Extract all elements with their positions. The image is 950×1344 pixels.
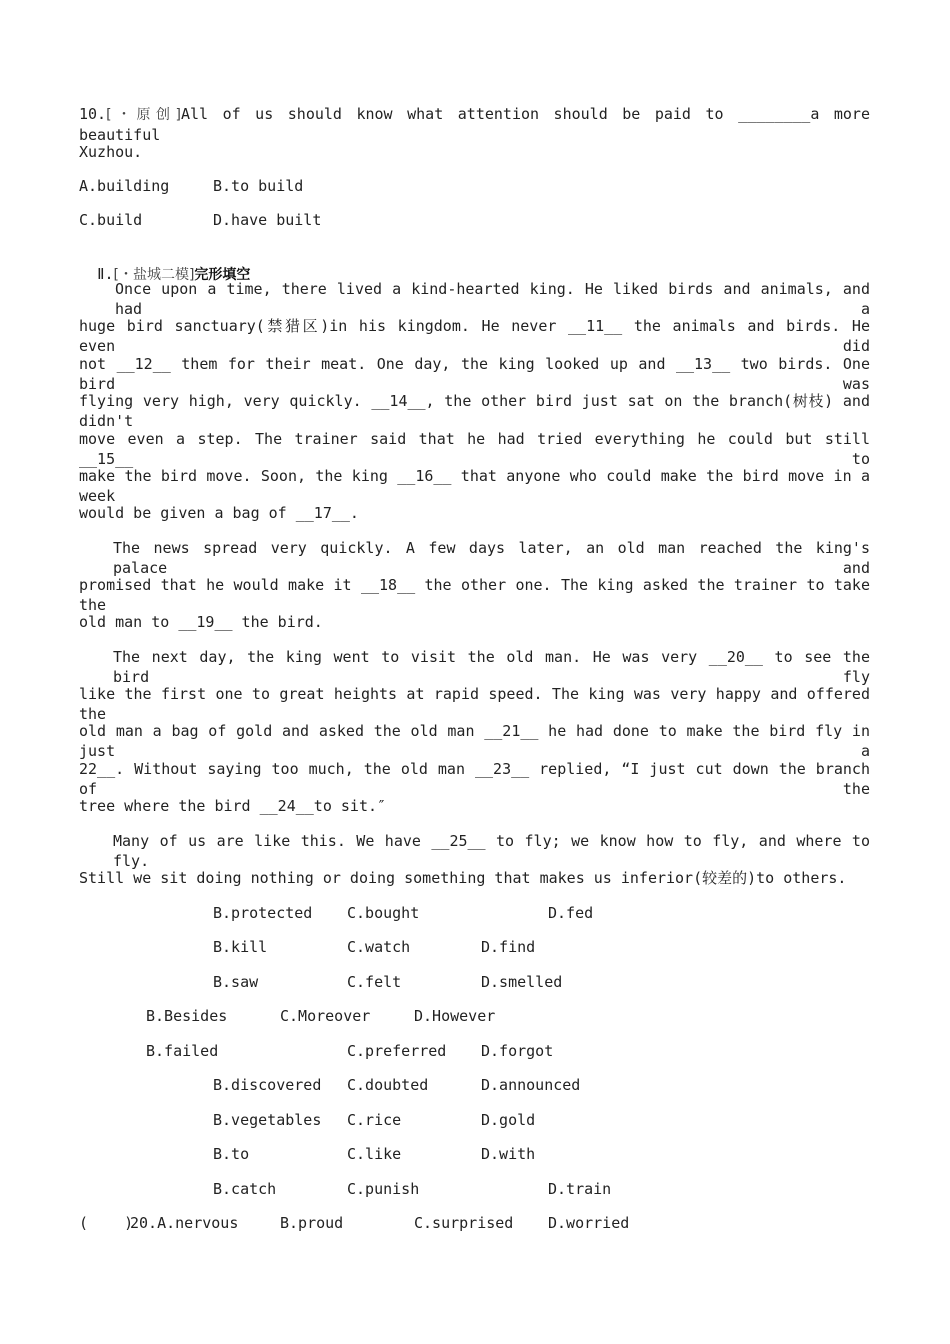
option-row-1-b: B.protected bbox=[213, 904, 313, 922]
section-title: 完形填空 bbox=[194, 267, 251, 283]
option-row-4-c: C.Moreover bbox=[280, 1007, 371, 1025]
q20-option-c: C.surprised bbox=[414, 1214, 514, 1232]
q10-option-a: A.building bbox=[79, 177, 170, 195]
option-row-7-d: D.gold bbox=[481, 1111, 536, 1129]
passage-line: would be given a bag of __17__. bbox=[79, 504, 359, 522]
option-row-9-d: D.train bbox=[548, 1180, 612, 1198]
option-row-8-b: B.to bbox=[213, 1145, 250, 1163]
q10-option-c: C.build bbox=[79, 211, 143, 229]
option-row-8-c: C.like bbox=[347, 1145, 402, 1163]
q20-answer-paren: ( ) bbox=[79, 1214, 134, 1232]
passage-line: like the first one to great heights at rapid speed. The king was very happy and offered the bbox=[79, 685, 870, 723]
option-row-6-d: D.announced bbox=[481, 1076, 581, 1094]
option-row-6-b: B.discovered bbox=[213, 1076, 322, 1094]
passage-line: old man a bag of gold and asked the old man __21__ he had done to make the bird fly in just a bbox=[79, 722, 870, 760]
option-row-4-d: D.However bbox=[414, 1007, 496, 1025]
option-row-7-c: C.rice bbox=[347, 1111, 402, 1129]
passage-line: old man to __19__ the bird. bbox=[79, 613, 323, 631]
q20-option-a: 20.A.nervous bbox=[130, 1214, 239, 1232]
passage-line: move even a step. The trainer said that he had tried everything he could but still __15__ to bbox=[79, 430, 870, 468]
passage-line: The news spread very quickly. A few days later, an old man reached the king's palace and bbox=[113, 539, 870, 577]
option-row-2-d: D.find bbox=[481, 938, 536, 956]
passage-line: not __12__ them for their meat. One day, the king looked up and __13__ two birds. One bird was bbox=[79, 355, 870, 393]
option-row-8-d: D.with bbox=[481, 1145, 536, 1163]
option-row-2-b: B.kill bbox=[213, 938, 268, 956]
option-row-3-d: D.smelled bbox=[481, 973, 563, 991]
q20-option-b: B.proud bbox=[280, 1214, 344, 1232]
passage-line: Many of us are like this. We have __25__ to fly; we know how to fly, and where to fly. bbox=[113, 832, 870, 870]
passage-line: Once upon a time, there lived a kind-hearted king. He liked birds and animals, and had a bbox=[115, 280, 870, 318]
passage-line: Still we sit doing nothing or doing something that makes us inferior(较差的)to others. bbox=[79, 869, 847, 887]
passage-line: make the bird move. Soon, the king __16__ that anyone who could make the bird move in a week bbox=[79, 467, 870, 505]
passage-line: flying very high, very quickly. __14__, the other bird just sat on the branch(树枝) and didn't bbox=[79, 392, 870, 430]
option-row-2-c: C.watch bbox=[347, 938, 411, 956]
option-row-1-d: D.fed bbox=[548, 904, 594, 922]
q20-option-d: D.worried bbox=[548, 1214, 630, 1232]
passage-line: tree where the bird __24__to sit.″ bbox=[79, 797, 387, 815]
q10-number: 10. bbox=[79, 105, 107, 123]
option-row-3-c: C.felt bbox=[347, 973, 402, 991]
passage-line: 22__. Without saying too much, the old man __23__ replied, “I just cut down the branch of the bbox=[79, 760, 870, 798]
q10-line-2: Xuzhou. bbox=[79, 143, 143, 161]
option-row-4-b: B.Besides bbox=[146, 1007, 228, 1025]
option-row-9-b: B.catch bbox=[213, 1180, 277, 1198]
option-row-5-c: C.preferred bbox=[347, 1042, 447, 1060]
q10-option-d: D.have built bbox=[213, 211, 322, 229]
q10-option-b: B.to build bbox=[213, 177, 304, 195]
q10-line-1 bbox=[79, 104, 870, 145]
option-row-3-b: B.saw bbox=[213, 973, 259, 991]
option-row-5-d: D.forgot bbox=[481, 1042, 554, 1060]
passage-line: The next day, the king went to visit the old man. He was very __20__ to see the bird fly bbox=[113, 648, 870, 686]
option-row-1-c: C.bought bbox=[347, 904, 420, 922]
option-row-5-b: B.failed bbox=[146, 1042, 219, 1060]
option-row-9-c: C.punish bbox=[347, 1180, 420, 1198]
q10-text: All of us should know what attention should be paid to ________a more beautiful bbox=[79, 105, 870, 144]
passage-line: huge bird sanctuary(禁猎区)in his kingdom. He never __11__ the animals and birds. He even did bbox=[79, 317, 870, 355]
section-roman: Ⅱ. bbox=[97, 265, 114, 283]
q10-source: [・原创] bbox=[106, 107, 181, 123]
option-row-7-b: B.vegetables bbox=[213, 1111, 322, 1129]
section-source: [・盐城二模] bbox=[113, 267, 195, 283]
passage-line: promised that he would make it __18__ the other one. The king asked the trainer to take the bbox=[79, 576, 870, 614]
option-row-6-c: C.doubted bbox=[347, 1076, 429, 1094]
